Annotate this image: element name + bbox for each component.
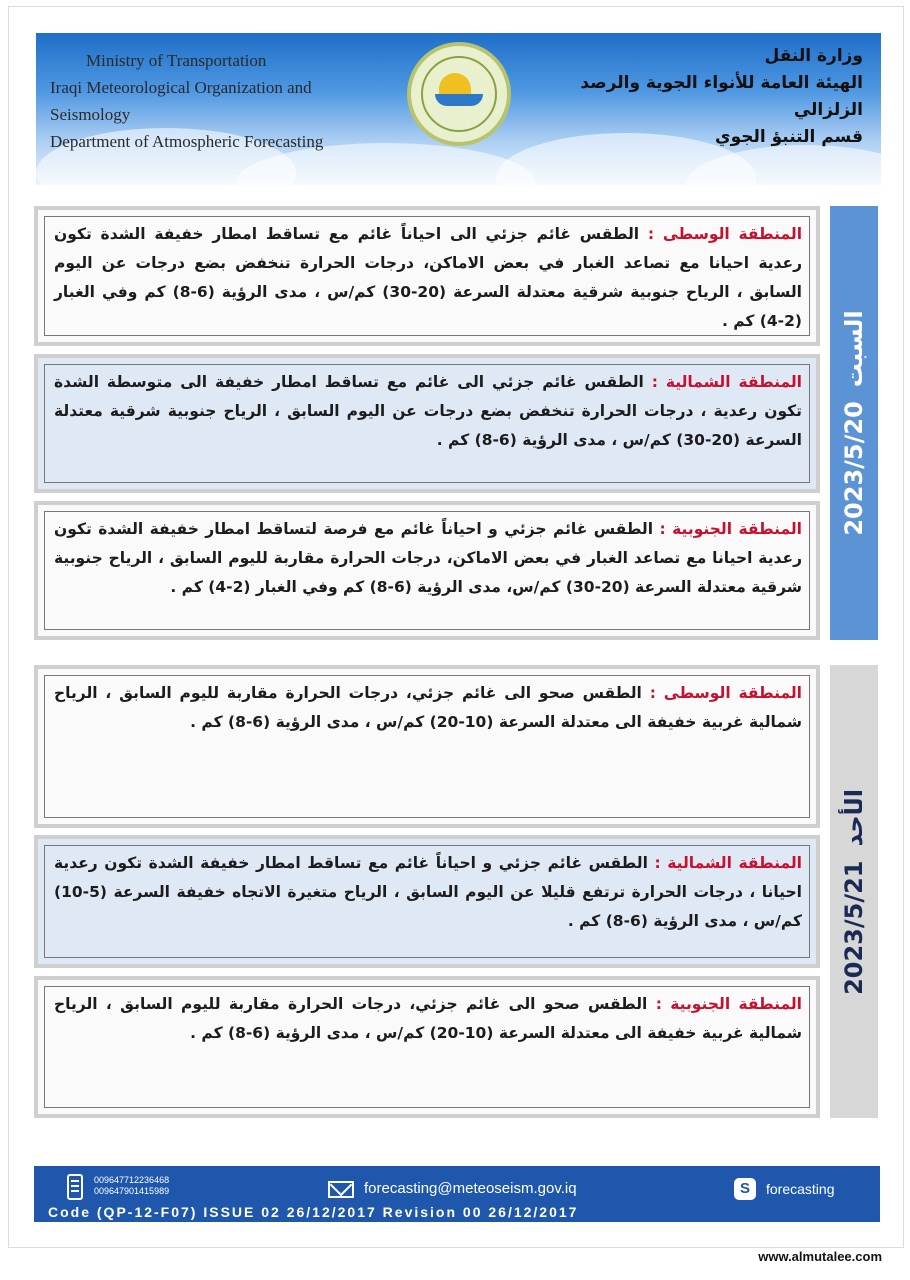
forecast-body: الطقس غائم جزئي و احياناً غائم مع فرصة لتساقط امطار خفيفة الشدة تكون رعدية احيانا مع تصاعد الغبار في بعض الاماكن، درجات الحرارة مقاربة لليوم السابق ، الرياح جنوبية شرقية معتدلة السرعة (20-30) كم/س، مدى الرؤية (6-8) كم وفي الغبار (2-4) كم . bbox=[54, 520, 802, 596]
forecast-text bbox=[54, 849, 802, 936]
forecast-body: الطقس غائم جزئي و احياناً غائم مع تساقط امطار خفيفة الشدة تكون رعدية احيانا ، درجات الحرارة ترتفع قليلا عن اليوم السابق ، الرياح متغيرة الاتجاه خفيفة السرعة (5-10) كم/س ، مدى الرؤية (6-8) كم . bbox=[54, 854, 802, 930]
skype-handle[interactable]: forecasting bbox=[766, 1181, 835, 1197]
region-label: المنطقة الشمالية : bbox=[651, 373, 802, 391]
date-value: 2023/5/20 bbox=[840, 401, 868, 536]
organization-logo bbox=[407, 42, 511, 146]
day-name: الأحد bbox=[840, 788, 868, 846]
date-label bbox=[840, 789, 868, 995]
date-value: 2023/5/21 bbox=[840, 859, 868, 995]
forecast-text bbox=[54, 368, 802, 455]
phone-numbers bbox=[94, 1175, 169, 1197]
forecast-box bbox=[34, 501, 820, 640]
header-organization-ar: الهيئة العامة للأنواء الجوية والرصد الزلزالي bbox=[580, 73, 863, 120]
skype-icon: S bbox=[734, 1178, 756, 1200]
phone-icon bbox=[67, 1174, 83, 1200]
document-code: Code (QP-12-F07) ISSUE 02 26/12/2017 Revision 00 26/12/2017 bbox=[48, 1204, 579, 1220]
phone-number: 009647712236468 bbox=[94, 1175, 170, 1185]
region-label: المنطقة الشمالية : bbox=[654, 854, 802, 872]
header-english bbox=[50, 47, 380, 155]
header-arabic bbox=[573, 43, 863, 151]
forecast-box bbox=[34, 976, 820, 1118]
day-name: السبت bbox=[840, 310, 868, 388]
header-department: Department of Atmospheric Forecasting bbox=[50, 132, 324, 151]
mail-icon bbox=[328, 1181, 354, 1198]
header-organization: Iraqi Meteorological Organization and Seismology bbox=[50, 78, 312, 124]
forecast-body: الطقس غائم جزئي الى غائم مع تساقط امطار خفيفة الى متوسطة الشدة تكون رعدية ، درجات الحرارة تنخفض بضع درجات عن اليوم السابق ، الرياح جنوبية شرقية معتدلة السرعة (20-30) كم/س ، مدى الرؤية (6-8) كم . bbox=[54, 373, 802, 449]
forecast-text bbox=[54, 515, 802, 602]
date-label bbox=[840, 310, 868, 535]
header-ministry: Ministry of Transportation bbox=[86, 51, 267, 70]
forecast-text bbox=[54, 679, 802, 737]
region-label: المنطقة الوسطى : bbox=[649, 684, 802, 702]
forecast-box bbox=[34, 354, 820, 493]
forecast-text bbox=[54, 990, 802, 1048]
forecast-box bbox=[34, 206, 820, 346]
email-address[interactable]: forecasting@meteoseism.gov.iq bbox=[364, 1180, 577, 1197]
footer-bar bbox=[34, 1166, 880, 1222]
forecast-body: الطقس صحو الى غائم جزئي، درجات الحرارة مقاربة لليوم السابق ، الرياح شمالية غربية خفيفة الى معتدلة السرعة (10-20) كم/س ، مدى الرؤية (6-8) كم . bbox=[54, 684, 802, 731]
logo-wave-icon bbox=[435, 94, 483, 106]
header-department-ar: قسم التنبؤ الجوي bbox=[715, 127, 863, 147]
forecast-box bbox=[34, 665, 820, 828]
phone-number: 009647901415989 bbox=[94, 1186, 170, 1196]
site-watermark: www.almutalee.com bbox=[758, 1249, 882, 1264]
forecast-body: الطقس غائم جزئي الى احياناً غائم مع تساقط امطار خفيفة الشدة تكون رعدية احيانا مع تصاعد الغبار في بعض الاماكن، درجات الحرارة تنخفض بضع درجات عن اليوم السابق ، الرياح جنوبية شرقية معتدلة السرعة (20-30) كم/س ، مدى الرؤية (6-8) كم وفي الغبار (2-4) كم . bbox=[54, 225, 802, 330]
forecast-body: الطقس صحو الى غائم جزئي، درجات الحرارة مقاربة لليوم السابق ، الرياح شمالية غربية خفيفة الى معتدلة السرعة (10-20) كم/س ، مدى الرؤية (6-8) كم . bbox=[54, 995, 802, 1042]
region-label: المنطقة الجنوبية : bbox=[659, 520, 802, 538]
forecast-box bbox=[34, 835, 820, 968]
header-banner bbox=[36, 33, 881, 185]
region-label: المنطقة الجنوبية : bbox=[655, 995, 802, 1013]
forecast-text bbox=[54, 220, 802, 336]
date-bar-day1 bbox=[830, 206, 878, 640]
header-ministry-ar: وزارة النقل bbox=[764, 46, 863, 66]
region-label: المنطقة الوسطى : bbox=[647, 225, 803, 243]
date-bar-day2 bbox=[830, 665, 878, 1118]
